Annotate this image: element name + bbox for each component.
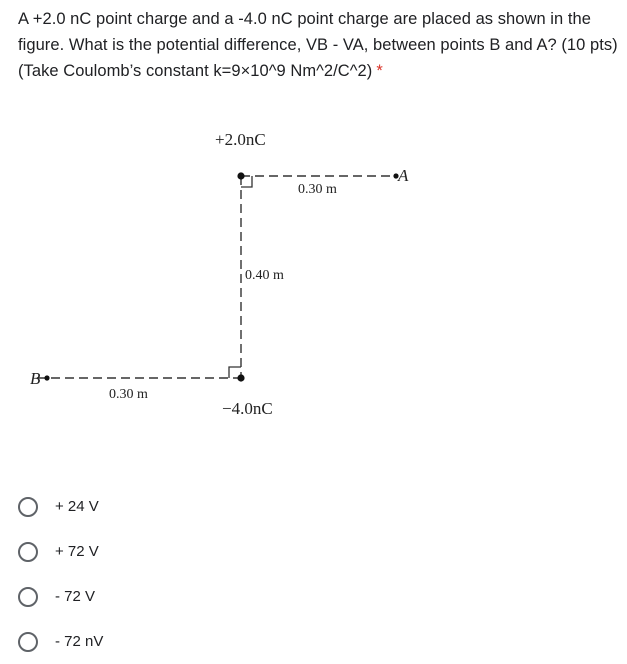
required-marker: * xyxy=(376,62,383,80)
point-b-dot xyxy=(44,375,49,380)
top-charge-label: +2.0nC xyxy=(215,130,266,149)
radio-button-icon[interactable] xyxy=(18,587,38,607)
top-distance-label: 0.30 m xyxy=(298,182,337,197)
option-1[interactable] xyxy=(18,484,103,529)
option-4[interactable] xyxy=(18,619,103,664)
option-label: - 72 V xyxy=(55,588,96,605)
option-label: + 24 V xyxy=(55,498,99,515)
option-label: - 72 nV xyxy=(55,633,104,650)
option-label: + 72 V xyxy=(55,543,99,560)
bottom-charge-label: −4.0nC xyxy=(222,399,273,418)
negative-charge-dot xyxy=(237,374,244,381)
radio-button-icon[interactable] xyxy=(18,632,38,652)
positive-charge-dot xyxy=(237,172,244,179)
radio-button-icon[interactable] xyxy=(18,542,38,562)
bottom-distance-label: 0.30 m xyxy=(109,387,148,402)
point-a-label: A xyxy=(398,166,409,185)
answer-options xyxy=(18,484,103,664)
option-3[interactable] xyxy=(18,574,103,619)
option-2[interactable] xyxy=(18,529,103,574)
radio-button-icon[interactable] xyxy=(18,497,38,517)
vertical-distance-label: 0.40 m xyxy=(245,268,284,283)
point-b-label: B xyxy=(30,369,41,388)
question-body: A +2.0 nC point charge and a -4.0 nC point charge are placed as shown in the figure. What is the potential difference, VB - VA, between points B and A? (10 pts)(Take Coulomb’s constant k=9×10^9 Nm^2/C^2) xyxy=(18,10,618,80)
